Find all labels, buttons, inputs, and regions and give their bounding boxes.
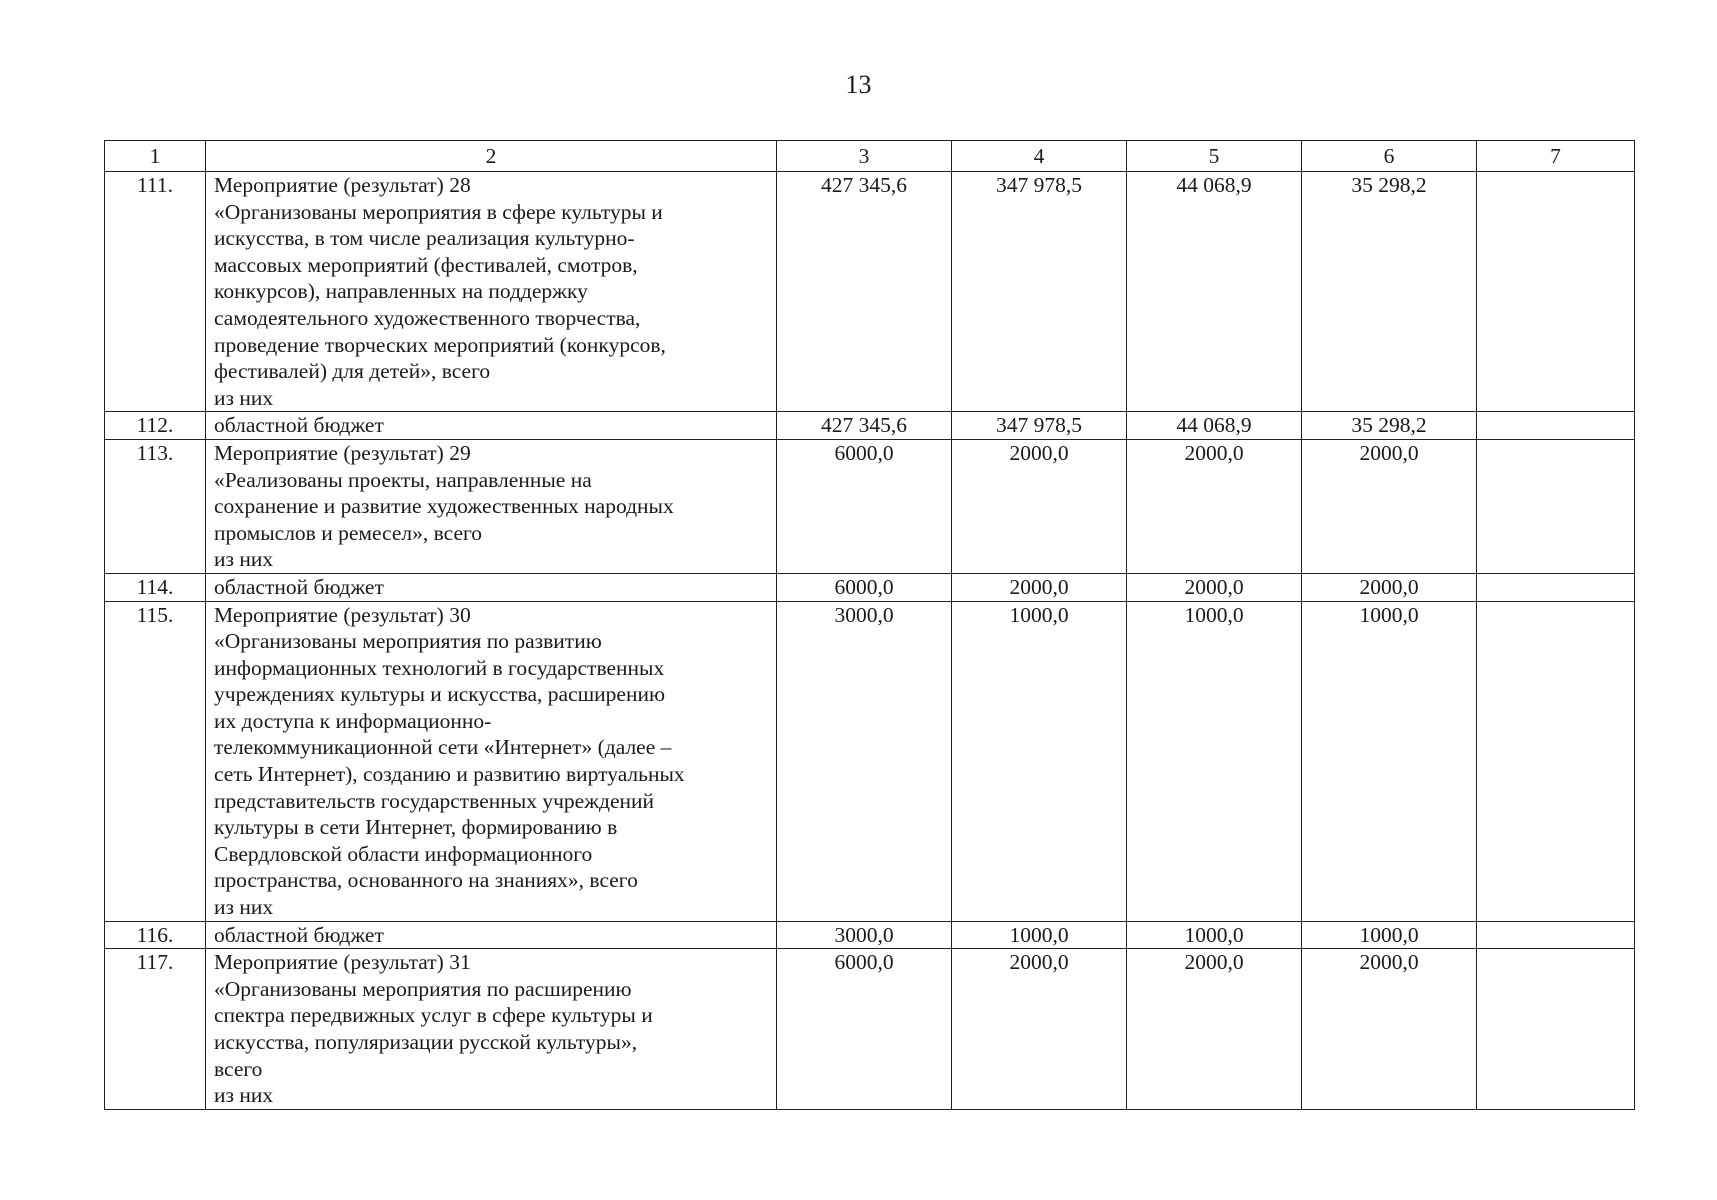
description-line: сеть Интернет), созданию и развитию виртуальных xyxy=(214,762,685,787)
value-col-4: 1000,0 xyxy=(952,921,1127,949)
row-number: 116. xyxy=(105,921,206,949)
description-line: культуры в сети Интернет, формированию в xyxy=(214,815,618,840)
header-row xyxy=(105,141,1635,172)
table-row xyxy=(105,439,1635,573)
description-line: «Организованы мероприятия по расширению xyxy=(214,976,632,1001)
value-col-7 xyxy=(1477,172,1635,412)
row-description xyxy=(206,573,777,601)
description-line: «Реализованы проекты, направленные на xyxy=(214,467,592,492)
value-col-7 xyxy=(1477,601,1635,921)
description-line: фестивалей) для детей», всего xyxy=(214,359,491,384)
value-col-4: 2000,0 xyxy=(952,439,1127,573)
value-col-5: 2000,0 xyxy=(1127,439,1302,573)
description-line: учреждениях культуры и искусства, расширению xyxy=(214,682,666,707)
row-number: 112. xyxy=(105,412,206,440)
description-line: искусства, популяризации русской культуры», xyxy=(214,1030,638,1054)
value-col-3: 3000,0 xyxy=(777,921,952,949)
description-line: промыслов и ремесел», всего xyxy=(214,520,483,545)
table-row xyxy=(105,412,1635,440)
value-col-3: 427 345,6 xyxy=(777,172,952,412)
value-col-7 xyxy=(1477,949,1635,1110)
header-col-3: 3 xyxy=(777,141,952,172)
page-number: 13 xyxy=(845,70,872,99)
description-line: из них xyxy=(214,385,274,410)
header-col-2: 2 xyxy=(206,141,777,172)
description-line: Мероприятие (результат) 28 xyxy=(214,173,471,197)
row-number: 115. xyxy=(105,601,206,921)
value-col-6: 1000,0 xyxy=(1302,601,1477,921)
header-col-1: 1 xyxy=(105,141,206,172)
description-line: сохранение и развитие художественных народных xyxy=(214,494,674,519)
value-col-5: 2000,0 xyxy=(1127,573,1302,601)
row-description xyxy=(206,412,777,440)
value-col-7 xyxy=(1477,573,1635,601)
value-col-7 xyxy=(1477,439,1635,573)
table-row xyxy=(105,949,1635,1110)
value-col-3: 6000,0 xyxy=(777,439,952,573)
description-line: информационных технологий в государственных xyxy=(214,655,665,680)
value-col-6: 2000,0 xyxy=(1302,439,1477,573)
row-description xyxy=(206,949,777,1110)
description-line: областной бюджет xyxy=(214,574,384,599)
table-row xyxy=(105,601,1635,921)
description-line: Свердловской области информационного xyxy=(214,841,593,866)
value-col-6: 35 298,2 xyxy=(1302,172,1477,412)
table-row xyxy=(105,172,1635,412)
value-col-4: 347 978,5 xyxy=(952,172,1127,412)
description-line: «Организованы мероприятия по развитию xyxy=(214,629,602,654)
description-line: областной бюджет xyxy=(214,413,384,438)
value-col-3: 6000,0 xyxy=(777,573,952,601)
description-line: самодеятельного художественного творчества, xyxy=(214,305,641,330)
description-line: спектра передвижных услуг в сфере культуры и xyxy=(214,1003,653,1028)
value-col-4: 347 978,5 xyxy=(952,412,1127,440)
description-line: из них xyxy=(214,547,274,572)
description-line: областной бюджет xyxy=(214,922,384,947)
value-col-7 xyxy=(1477,412,1635,440)
value-col-6: 1000,0 xyxy=(1302,921,1477,949)
value-col-4: 2000,0 xyxy=(952,949,1127,1110)
value-col-5: 2000,0 xyxy=(1127,949,1302,1110)
description-line: представительств государственных учреждений xyxy=(214,788,655,813)
table-row xyxy=(105,573,1635,601)
description-line: Мероприятие (результат) 29 xyxy=(214,440,471,465)
description-line: всего xyxy=(214,1056,263,1081)
value-col-7 xyxy=(1477,921,1635,949)
value-col-3: 427 345,6 xyxy=(777,412,952,440)
row-number: 117. xyxy=(105,949,206,1110)
value-col-5: 44 068,9 xyxy=(1127,172,1302,412)
value-col-4: 2000,0 xyxy=(952,573,1127,601)
description-line: проведение творческих мероприятий (конкурсов, xyxy=(214,332,666,357)
description-line: из них xyxy=(214,1083,274,1108)
description-line: «Организованы мероприятия в сфере культуры и xyxy=(214,199,663,224)
value-col-3: 3000,0 xyxy=(777,601,952,921)
header-col-5: 5 xyxy=(1127,141,1302,172)
value-col-6: 35 298,2 xyxy=(1302,412,1477,440)
value-col-5: 44 068,9 xyxy=(1127,412,1302,440)
value-col-5: 1000,0 xyxy=(1127,921,1302,949)
description-line: массовых мероприятий (фестивалей, смотров, xyxy=(214,252,638,277)
row-description xyxy=(206,439,777,573)
row-description xyxy=(206,172,777,412)
value-col-6: 2000,0 xyxy=(1302,949,1477,1110)
description-line: конкурсов), направленных на поддержку xyxy=(214,279,588,304)
description-line: Мероприятие (результат) 30 xyxy=(214,602,471,627)
description-line: Мероприятие (результат) 31 xyxy=(214,950,471,975)
description-line: телекоммуникационной сети «Интернет» (далее – xyxy=(214,735,672,760)
header-col-4: 4 xyxy=(952,141,1127,172)
description-line: из них xyxy=(214,895,274,920)
header-col-7: 7 xyxy=(1477,141,1635,172)
value-col-3: 6000,0 xyxy=(777,949,952,1110)
row-number: 111. xyxy=(105,172,206,412)
budget-table xyxy=(104,140,1635,1110)
description-line: искусства, в том числе реализация культурно- xyxy=(214,226,635,251)
value-col-5: 1000,0 xyxy=(1127,601,1302,921)
row-description xyxy=(206,921,777,949)
row-number: 113. xyxy=(105,439,206,573)
value-col-6: 2000,0 xyxy=(1302,573,1477,601)
description-line: пространства, основанного на знаниях», всего xyxy=(214,868,638,893)
header-col-6: 6 xyxy=(1302,141,1477,172)
value-col-4: 1000,0 xyxy=(952,601,1127,921)
row-number: 114. xyxy=(105,573,206,601)
table-body xyxy=(105,172,1635,1110)
description-line: их доступа к информационно- xyxy=(214,708,492,733)
table-row xyxy=(105,921,1635,949)
row-description xyxy=(206,601,777,921)
